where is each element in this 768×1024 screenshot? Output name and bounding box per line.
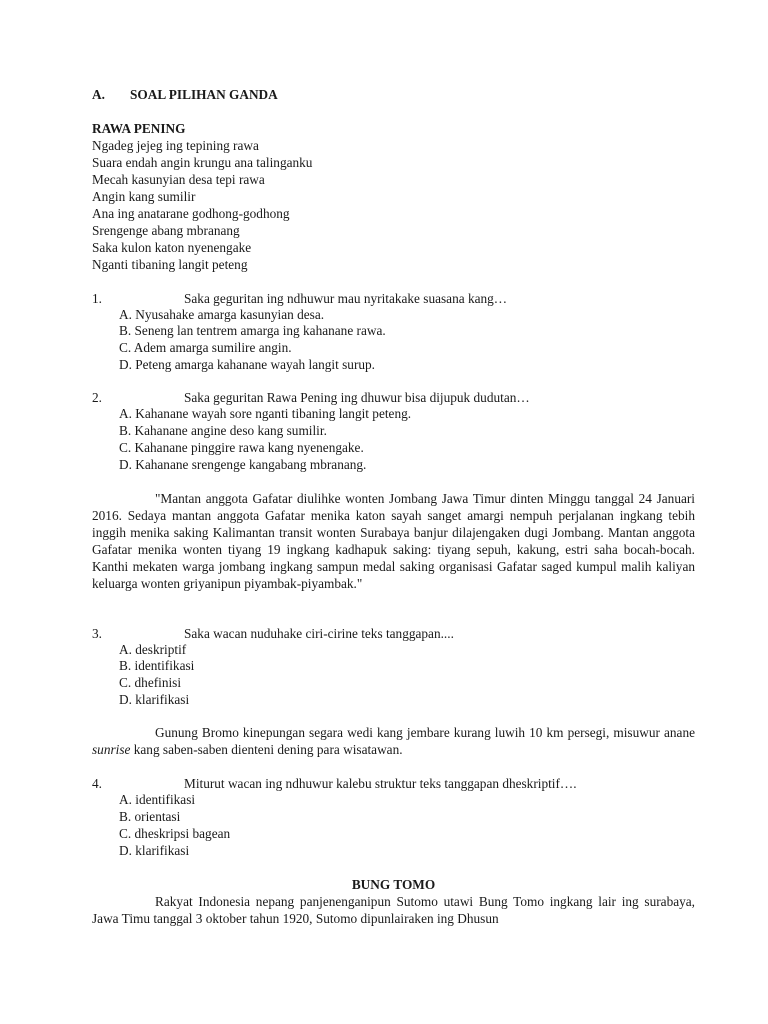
bromo-text-after: kang saben-saben dienteni dening para wisatawan. bbox=[130, 742, 403, 757]
poem-line: Ngadeg jejeg ing tepining rawa bbox=[92, 138, 259, 153]
poem-line: Mecah kasunyian desa tepi rawa bbox=[92, 172, 265, 187]
answer-option: D. Peteng amarga kahanane wayah langit surup. bbox=[119, 357, 376, 372]
question-text: Saka wacan nuduhake ciri-cirine teks tanggapan.... bbox=[184, 626, 454, 641]
question-text: Saka geguritan ing ndhuwur mau nyritakake suasana kang… bbox=[184, 291, 508, 306]
answer-option: B. Kahanane angine deso kang sumilir. bbox=[119, 423, 327, 438]
answer-option: D. klarifikasi bbox=[119, 843, 190, 858]
bung-tomo-title: BUNG TOMO bbox=[351, 877, 436, 892]
poem-line: Nganti tibaning langit peteng bbox=[92, 257, 248, 272]
poem-title: RAWA PENING bbox=[92, 121, 186, 136]
poem-line: Suara endah angin krungu ana talinganku bbox=[92, 155, 313, 170]
answer-option: C. Adem amarga sumilire angin. bbox=[119, 340, 292, 355]
answer-option: C. Kahanane pinggire rawa kang nyenengake. bbox=[119, 440, 364, 455]
answer-option: A. deskriptif bbox=[119, 642, 187, 657]
answer-option: B. orientasi bbox=[119, 809, 181, 824]
answer-option: A. Kahanane wayah sore nganti tibaning langit peteng. bbox=[119, 406, 412, 421]
answer-option: B. identifikasi bbox=[119, 658, 195, 673]
poem-line: Saka kulon katon nyenengake bbox=[92, 240, 252, 255]
section-title: SOAL PILIHAN GANDA bbox=[130, 87, 278, 102]
reading-passage: "Mantan anggota Gafatar diulihke wonten Jombang Jawa Timur dinten Minggu tanggal 24 Januari 2016. Sedaya mantan anggota Gafatar menika katon sayah sanget amargi nempuh perjalanan ingkang tebih inggih menika saking Kalimantan transit wonten Surabaya banjur dilajengaken dugi Jombang. Mantan anggota Gafatar menika wonten tiyang 19 ingkang kadhapuk saking: tiyang sepuh, kakung, estri saha bocah-bocah. Kanthi mekaten warga jombang ingkang sampun medal saking organisasi Gafatar saged kumpul malih kaliyan keluarga wonten griyanipun piyambak-piyambak." bbox=[92, 491, 695, 591]
section-letter: A. bbox=[92, 87, 105, 102]
bromo-text-before: Gunung Bromo kinepungan segara wedi kang jembare kurang luwih 10 km persegi, misuwur anane bbox=[155, 725, 695, 740]
question-text: Miturut wacan ing ndhuwur kalebu struktur teks tanggapan dheskriptif…. bbox=[184, 776, 577, 791]
answer-option: B. Seneng lan tentrem amarga ing kahanane rawa. bbox=[119, 323, 386, 338]
answer-option: A. identifikasi bbox=[119, 792, 196, 807]
bung-tomo-text: Rakyat Indonesia nepang panjenenganipun Sutomo utawi Bung Tomo ingkang lair ing surabaya, Jawa Timu tanggal 3 oktober tahun 1920, Sutomo dipunlairaken ing Dhusun bbox=[92, 894, 695, 926]
answer-option: D. klarifikasi bbox=[119, 692, 190, 707]
question-number: 3. bbox=[92, 626, 102, 641]
answer-option: D. Kahanane srengenge kangabang mbranang. bbox=[119, 457, 367, 472]
answer-option: C. dhefinisi bbox=[119, 675, 182, 690]
answer-option: C. dheskripsi bagean bbox=[119, 826, 231, 841]
bromo-text-italic: sunrise bbox=[92, 742, 131, 757]
question-number: 4. bbox=[92, 776, 102, 791]
poem-line: Srengenge abang mbranang bbox=[92, 223, 240, 238]
question-number: 2. bbox=[92, 390, 102, 405]
question-number: 1. bbox=[92, 291, 102, 306]
poem-line: Angin kang sumilir bbox=[92, 189, 196, 204]
poem-line: Ana ing anatarane godhong-godhong bbox=[92, 206, 290, 221]
reading-passage-bromo bbox=[92, 724, 695, 758]
answer-option: A. Nyusahake amarga kasunyian desa. bbox=[119, 307, 325, 322]
question-text: Saka geguritan Rawa Pening ing dhuwur bisa dijupuk dudutan… bbox=[184, 390, 530, 405]
